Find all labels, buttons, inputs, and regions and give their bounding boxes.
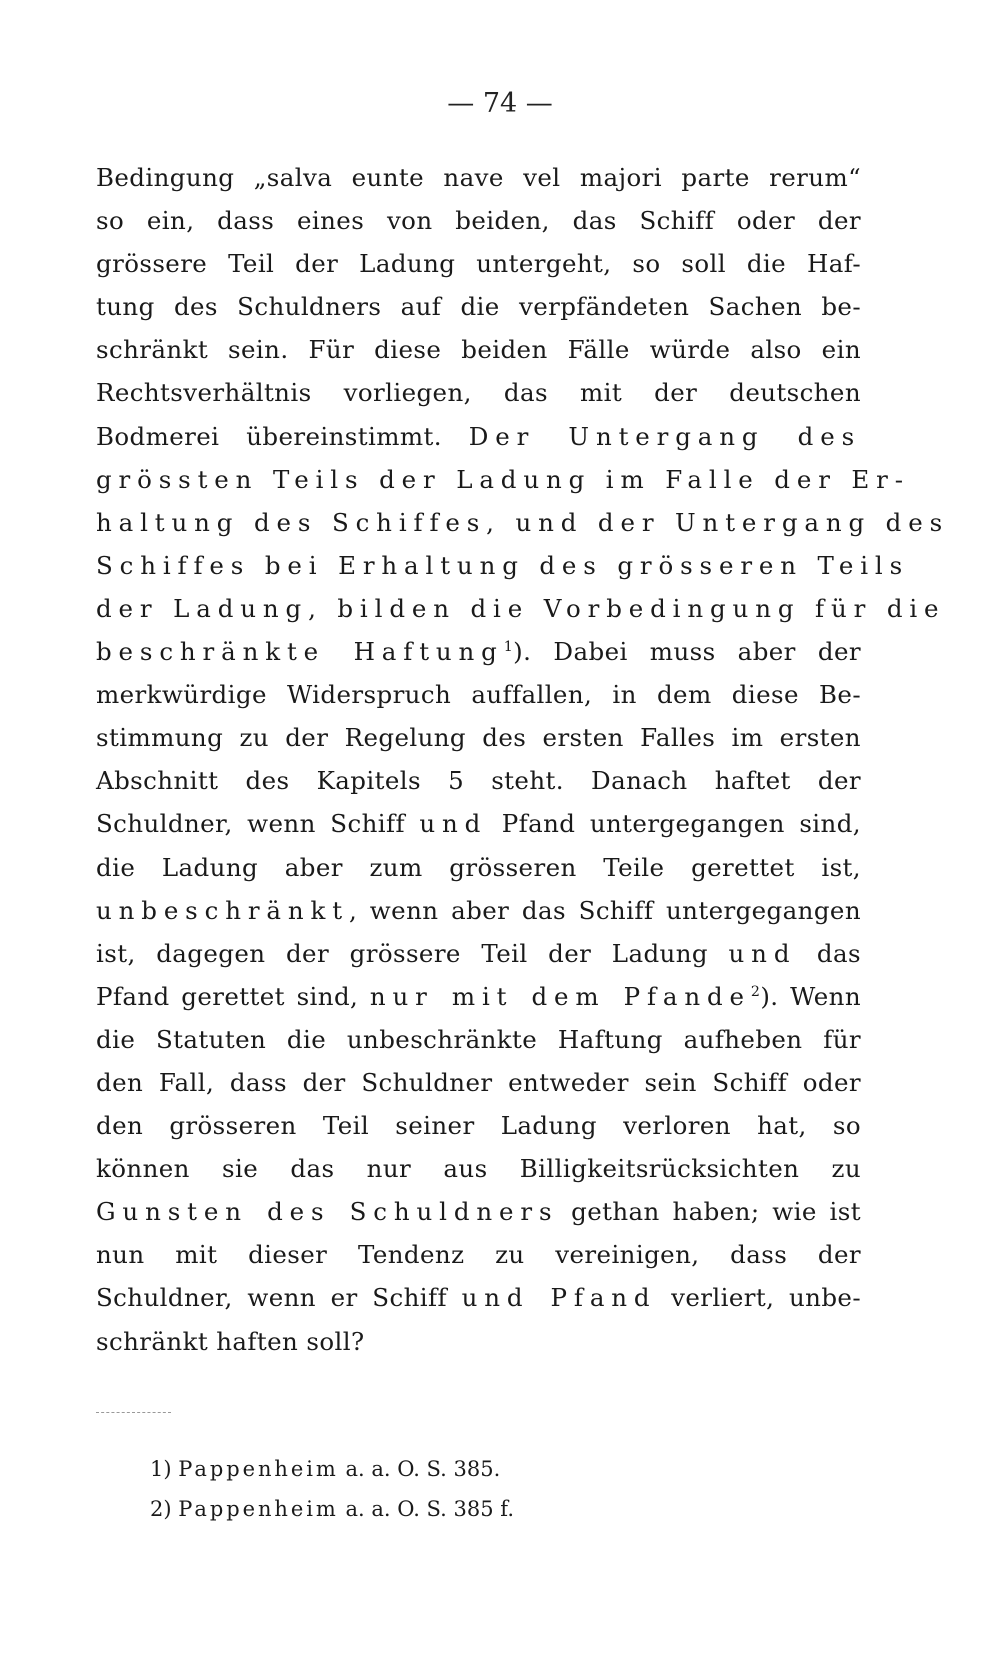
footnote-author: Pappenheim xyxy=(178,1497,339,1521)
text-run: Pfand untergegangen sind, xyxy=(487,809,861,839)
footnote-author: Pappenheim xyxy=(178,1457,339,1481)
text-line: die Statuten die unbeschränkte Haftung aufheben für xyxy=(96,1024,861,1054)
text-run: Pfand gerettet sind, xyxy=(96,981,370,1011)
footnote-separator xyxy=(96,1412,171,1413)
text-run: gethan haben; wie ist xyxy=(558,1197,861,1227)
text-line: schränkt haften soll? xyxy=(96,1326,365,1356)
text-run: Schuldner, wenn er Schiff xyxy=(96,1283,462,1313)
text-run: Schuldner, wenn Schiff xyxy=(96,809,420,839)
spaced-emphasis: nur mit dem Pfande xyxy=(369,981,751,1011)
text-line: Bedingung „salva eunte nave vel majori parte rerum“ xyxy=(96,163,861,192)
text-line: merkwürdige Widerspruch auffallen, in dem diese Be- xyxy=(96,680,861,710)
footnote-ref: 2 xyxy=(750,983,761,1000)
text-line xyxy=(96,415,861,458)
text-line: die Ladung aber zum grösseren Teile gerettet ist, xyxy=(96,852,861,882)
spaced-emphasis: und Pfand xyxy=(461,1283,657,1313)
text-run: ). Wenn xyxy=(760,981,861,1011)
footnote-reference: a. a. O. S. 385. xyxy=(345,1457,501,1481)
text-line: den Fall, dass der Schuldner entweder sein Schiff oder xyxy=(96,1067,861,1097)
text-line xyxy=(96,932,861,975)
spaced-emphasis: unbeschränkt xyxy=(96,895,349,925)
text-line-spaced: grössten Teils der Ladung im Falle der Er- xyxy=(96,464,910,494)
text-line xyxy=(96,889,861,932)
text-line: grössere Teil der Ladung untergeht, so soll die Haf- xyxy=(96,249,861,279)
text-line: den grösseren Teil seiner Ladung verloren hat, so xyxy=(96,1111,861,1141)
text-line xyxy=(96,1190,861,1233)
text-line: stimmung zu der Regelung des ersten Falles im ersten xyxy=(96,723,861,753)
body-text xyxy=(96,156,950,1363)
spaced-emphasis: und xyxy=(728,938,797,968)
text-line: Abschnitt des Kapitels 5 steht. Danach haftet der xyxy=(96,766,861,796)
spaced-emphasis: und xyxy=(419,809,488,839)
footnotes xyxy=(150,1449,750,1529)
page-number: — 74 — xyxy=(447,88,553,119)
text-line xyxy=(96,975,861,1018)
text-line: nun mit dieser Tendenz zu vereinigen, dass der xyxy=(96,1240,861,1270)
footnote-reference: a. a. O. S. 385 f. xyxy=(345,1497,514,1521)
text-line-spaced: Schiffes bei Erhaltung des grösseren Teils xyxy=(96,550,910,580)
spaced-emphasis: beschränkte Haftung xyxy=(96,637,504,667)
spaced-emphasis: Der Untergang des xyxy=(468,421,862,451)
text-line: so ein, dass eines von beiden, das Schiff oder der xyxy=(96,206,861,236)
text-line-spaced: der Ladung, bilden die Vorbedingung für die xyxy=(96,593,946,623)
text-run: das xyxy=(796,938,861,968)
text-run: Bodmerei übereinstimmt. xyxy=(96,421,469,451)
footnote-ref: 1 xyxy=(503,638,514,655)
footnote-marker: 2) xyxy=(150,1497,172,1521)
spaced-emphasis: Gunsten des Schuldners xyxy=(96,1197,559,1227)
footnote xyxy=(150,1449,750,1489)
text-line: schränkt sein. Für diese beiden Fälle würde also ein xyxy=(96,335,861,365)
footnote xyxy=(150,1489,750,1529)
text-run: ist, dagegen der grössere Teil der Ladung xyxy=(96,938,729,968)
text-line: Rechtsverhältnis vorliegen, das mit der deutschen xyxy=(96,378,861,408)
text-line: können sie das nur aus Billigkeitsrücksichten zu xyxy=(96,1154,861,1184)
text-line xyxy=(96,1276,861,1319)
text-run: , wenn aber das Schiff untergegangen xyxy=(348,895,861,925)
footnote-marker: 1) xyxy=(150,1457,172,1481)
text-run: verliert, unbe- xyxy=(656,1283,861,1313)
text-run: ). Dabei muss aber der xyxy=(513,637,861,667)
text-line-spaced: haltung des Schiffes, und der Untergang des xyxy=(96,507,950,537)
text-line: tung des Schuldners auf die verpfändeten Sachen be- xyxy=(96,292,861,322)
text-line xyxy=(96,802,861,845)
text-line xyxy=(96,630,861,673)
